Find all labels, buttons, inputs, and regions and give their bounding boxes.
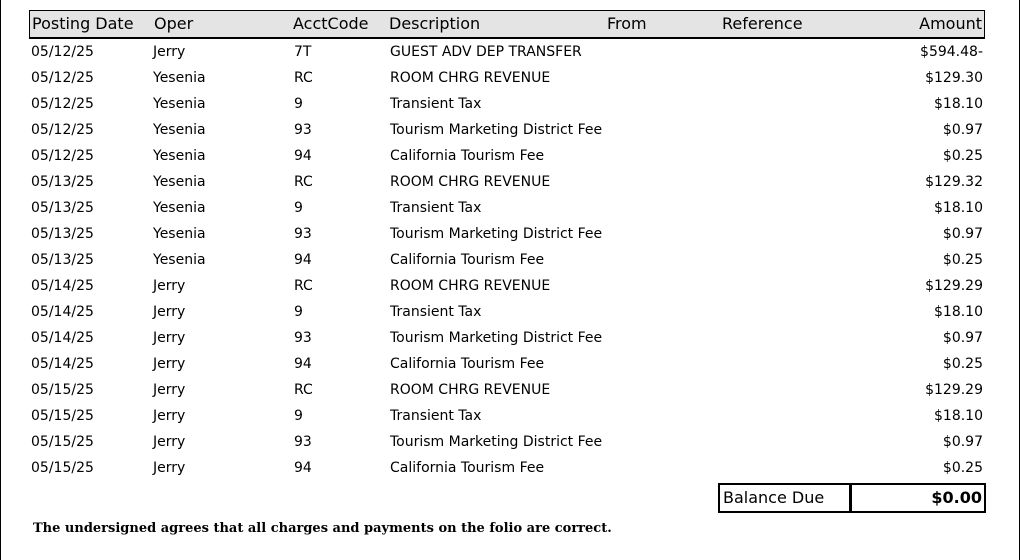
row-description: Tourism Marketing District Fee [390,226,603,242]
table-row [29,456,985,482]
row-posting-date: 05/14/25 [31,278,94,294]
row-amount: $129.32 [925,174,983,190]
column-header-from: From [607,14,647,33]
row-oper: Yesenia [153,148,206,164]
column-header-oper: Oper [154,14,194,33]
table-row [29,66,985,92]
column-header-amount: Amount [919,14,982,33]
row-acct-code: 93 [294,122,312,138]
row-description: Tourism Marketing District Fee [390,122,603,138]
row-description: GUEST ADV DEP TRANSFER [390,44,582,60]
row-description: California Tourism Fee [390,252,545,268]
row-posting-date: 05/12/25 [31,70,94,86]
row-description: Tourism Marketing District Fee [390,434,603,450]
row-amount: $18.10 [934,96,983,112]
row-oper: Yesenia [153,252,206,268]
row-oper: Jerry [153,304,186,320]
row-amount: $0.25 [942,252,983,268]
row-acct-code: 94 [294,356,312,372]
row-posting-date: 05/12/25 [31,96,94,112]
row-posting-date: 05/12/25 [31,44,94,60]
row-posting-date: 05/15/25 [31,382,94,398]
balance-due-box [718,483,986,513]
row-acct-code: 93 [294,330,312,346]
row-oper: Yesenia [153,174,206,190]
row-amount: $129.30 [925,70,983,86]
row-posting-date: 05/14/25 [31,304,94,320]
table-row [29,430,985,456]
row-acct-code: 94 [294,148,312,164]
row-amount: $0.97 [942,434,983,450]
table-row [29,196,985,222]
row-posting-date: 05/15/25 [31,460,94,476]
row-acct-code: RC [294,70,313,86]
row-amount: $594.48- [920,44,983,60]
row-posting-date: 05/13/25 [31,200,94,216]
row-description: California Tourism Fee [390,356,545,372]
table-row [29,222,985,248]
row-amount: $18.10 [934,200,983,216]
table-row [29,92,985,118]
row-description: Transient Tax [390,408,482,424]
row-posting-date: 05/15/25 [31,408,94,424]
table-row [29,326,985,352]
column-header-acct-code: AcctCode [293,14,369,33]
table-row [29,300,985,326]
row-oper: Jerry [153,408,186,424]
row-acct-code: 94 [294,252,312,268]
row-amount: $0.97 [942,330,983,346]
table-row [29,118,985,144]
row-acct-code: RC [294,382,313,398]
table-row [29,404,985,430]
row-description: ROOM CHRG REVENUE [390,278,551,294]
row-description: Transient Tax [390,304,482,320]
table-row [29,248,985,274]
row-description: ROOM CHRG REVENUE [390,174,551,190]
ledger-header-row [29,10,985,39]
row-acct-code: 9 [294,96,303,112]
row-acct-code: 93 [294,434,312,450]
column-header-description: Description [389,14,481,33]
row-oper: Jerry [153,278,186,294]
row-acct-code: 94 [294,460,312,476]
row-description: ROOM CHRG REVENUE [390,382,551,398]
row-oper: Jerry [153,434,186,450]
row-posting-date: 05/13/25 [31,174,94,190]
row-amount: $0.97 [942,226,983,242]
table-row [29,144,985,170]
row-posting-date: 05/12/25 [31,122,94,138]
table-row [29,274,985,300]
row-posting-date: 05/12/25 [31,148,94,164]
row-acct-code: RC [294,174,313,190]
row-oper: Yesenia [153,70,206,86]
row-oper: Yesenia [153,226,206,242]
row-amount: $0.97 [942,122,983,138]
row-posting-date: 05/13/25 [31,252,94,268]
row-oper: Jerry [153,460,186,476]
row-amount: $18.10 [934,304,983,320]
table-row [29,40,985,66]
row-acct-code: RC [294,278,313,294]
row-amount: $0.25 [942,148,983,164]
column-header-posting-date: Posting Date [32,14,134,33]
row-oper: Jerry [153,382,186,398]
row-description: Tourism Marketing District Fee [390,330,603,346]
row-posting-date: 05/14/25 [31,330,94,346]
row-acct-code: 9 [294,304,303,320]
row-acct-code: 9 [294,408,303,424]
row-description: Transient Tax [390,200,482,216]
row-description: California Tourism Fee [390,148,545,164]
row-amount: $0.25 [942,460,983,476]
row-oper: Yesenia [153,122,206,138]
ledger-rows [29,40,985,482]
balance-due-label: Balance Due [718,483,851,513]
row-acct-code: 93 [294,226,312,242]
row-posting-date: 05/13/25 [31,226,94,242]
row-oper: Jerry [153,330,186,346]
row-amount: $0.25 [942,356,983,372]
column-header-reference: Reference [722,14,803,33]
row-posting-date: 05/14/25 [31,356,94,372]
table-row [29,378,985,404]
row-description: ROOM CHRG REVENUE [390,70,551,86]
balance-due-value: $0.00 [850,483,986,513]
row-amount: $18.10 [934,408,983,424]
row-oper: Yesenia [153,200,206,216]
row-oper: Jerry [153,44,186,60]
table-row [29,170,985,196]
row-oper: Jerry [153,356,186,372]
row-acct-code: 9 [294,200,303,216]
row-amount: $129.29 [925,382,983,398]
row-oper: Yesenia [153,96,206,112]
row-acct-code: 7T [294,44,312,60]
agreement-statement: The undersigned agrees that all charges and payments on the folio are correct. [33,521,612,536]
row-amount: $129.29 [925,278,983,294]
row-description: Transient Tax [390,96,482,112]
row-posting-date: 05/15/25 [31,434,94,450]
table-row [29,352,985,378]
row-description: California Tourism Fee [390,460,545,476]
